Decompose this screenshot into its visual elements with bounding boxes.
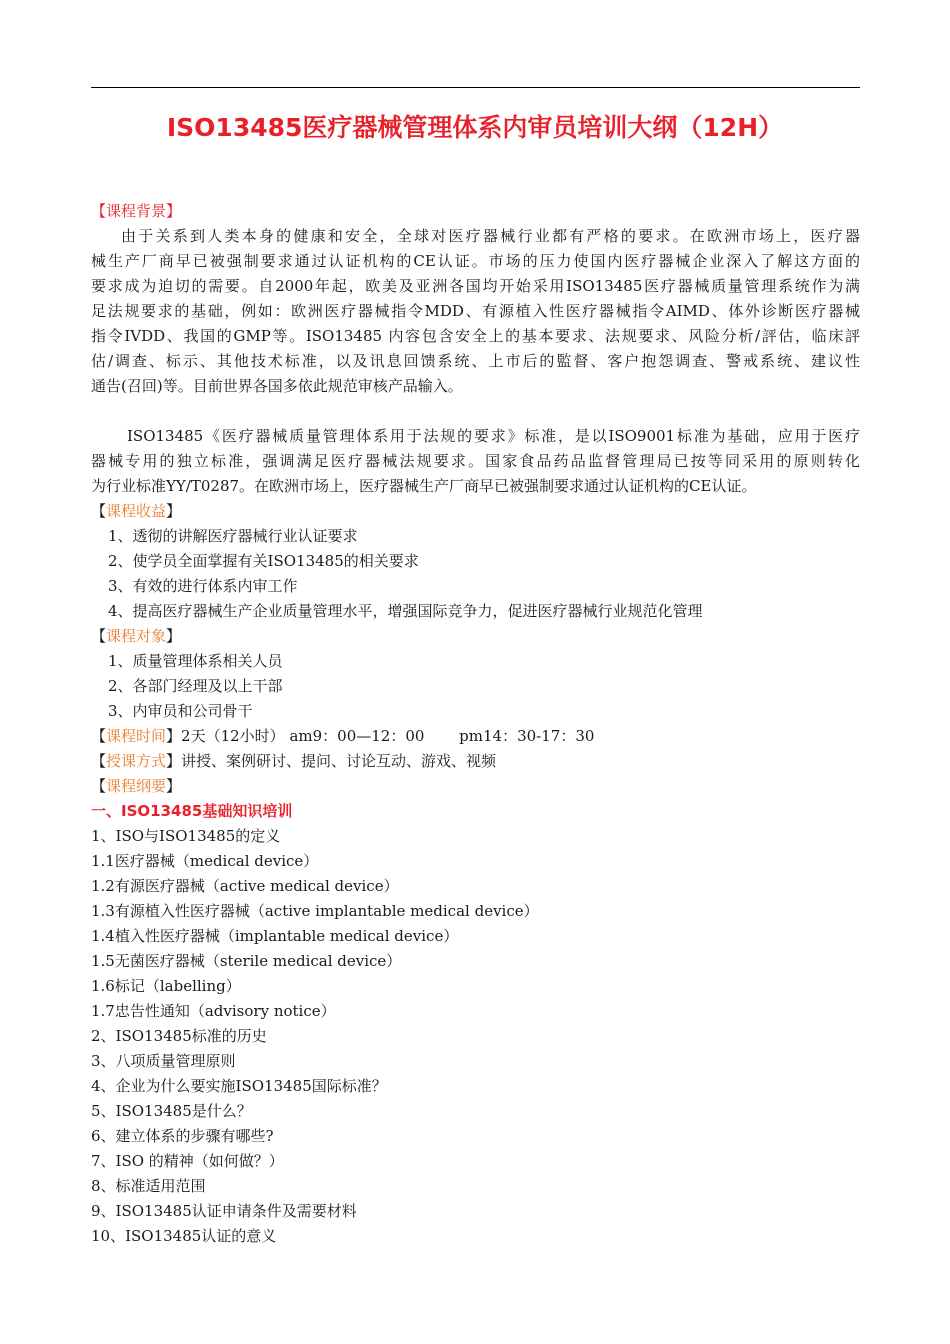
paragraph-line: 要求成为迫切的需要。自2000年起，欧美及亚洲各国均开始采用ISO13485医疗器械质量管理系统作为满 xyxy=(91,277,860,295)
paragraph-line: 为行业标准YY/T0287。在欧洲市场上，医疗器械生产厂商早已被强制要求通过认证机构的CE认证。 xyxy=(91,477,757,495)
section-heading-outline: 【课程纲要】 xyxy=(91,777,182,795)
list-item: 2、各部门经理及以上干部 xyxy=(108,677,283,695)
list-item: 3、有效的进行体系内审工作 xyxy=(108,577,298,595)
list-item: 1、质量管理体系相关人员 xyxy=(108,652,283,670)
outline-item: 1.2有源医疗器械（active medical device） xyxy=(91,877,399,895)
outline-item: 6、建立体系的步骤有哪些? xyxy=(91,1127,274,1145)
outline-section-title: 一、ISO13485基础知识培训 xyxy=(91,802,293,820)
paragraph-line: 由于关系到人类本身的健康和安全，全球对医疗器械行业都有严格的要求。在欧洲市场上，医疗器 xyxy=(121,227,860,245)
outline-item: 4、企业为什么要实施ISO13485国际标准？ xyxy=(91,1077,387,1095)
section-heading-benefits: 【课程收益】 xyxy=(91,502,182,520)
document-body xyxy=(91,199,860,1249)
list-item: 2、使学员全面掌握有关ISO13485的相关要求 xyxy=(108,552,419,570)
outline-item: 1.1医疗器械（medical device） xyxy=(91,852,319,870)
outline-item: 1、ISO与ISO13485的定义 xyxy=(91,827,281,845)
paragraph-line: ISO13485《医疗器械质量管理体系用于法规的要求》标准，是以ISO9001标准为基础，应用于医疗 xyxy=(127,427,860,445)
outline-item: 1.7忠告性通知（advisory notice） xyxy=(91,1002,336,1020)
outline-item: 1.5无菌医疗器械（sterile medical device） xyxy=(91,952,402,970)
paragraph-line: 指令IVDD、我国的GMP等。ISO13485 内容包含安全上的基本要求、法规要求、风险分析/評估，临床評 xyxy=(91,327,860,345)
list-item: 4、提高医疗器械生产企业质量管理水平，增强国际竞争力，促进医疗器械行业规范化管理 xyxy=(108,602,703,620)
outline-item: 2、ISO13485标准的历史 xyxy=(91,1027,267,1045)
outline-item: 10、ISO13485认证的意义 xyxy=(91,1227,277,1245)
teaching-method-value: 讲授、案例研讨、提问、讨论互动、游戏、视频 xyxy=(181,752,497,770)
outline-item: 1.6标记（labelling） xyxy=(91,977,241,995)
outline-item: 3、八项质量管理原则 xyxy=(91,1052,236,1070)
header-rule xyxy=(91,87,860,88)
outline-item: 5、ISO13485是什么？ xyxy=(91,1102,252,1120)
section-heading-method: 授课方式 xyxy=(106,752,167,770)
section-heading-background: 【课程背景】 xyxy=(91,202,182,220)
outline-item: 1.3有源植入性医疗器械（active implantable medical device） xyxy=(91,902,539,920)
outline-item: 8、标准适用范围 xyxy=(91,1177,206,1195)
course-time-value: 2天（12小时） am9：00—12：00 pm14：30-17：30 xyxy=(181,727,595,745)
list-item: 3、内审员和公司骨干 xyxy=(108,702,253,720)
outline-item: 9、ISO13485认证申请条件及需要材料 xyxy=(91,1202,357,1220)
paragraph-line: 器械专用的独立标准，强调满足医疗器械法规要求。国家食品药品监督管理局已按等同采用的原则转化 xyxy=(91,452,860,470)
list-item: 1、透彻的讲解医疗器械行业认证要求 xyxy=(108,527,358,545)
page-title: ISO13485医疗器械管理体系内审员培训大纲（12H） xyxy=(166,113,784,142)
paragraph-line: 足法规要求的基础，例如：欧洲医疗器械指令MDD、有源植入性医疗器械指令AIMD、体外诊断医疗器械 xyxy=(91,302,860,320)
teaching-method-row: 【授课方式】讲授、案例研讨、提问、讨论互动、游戏、视频 xyxy=(91,752,497,770)
paragraph-line: 通告(召回)等。目前世界各国多依此规范审核产品输入。 xyxy=(91,377,463,395)
paragraph-line: 估/调查、标示、其他技术标准，以及讯息回馈系统、上市后的監督、客户抱怨调查、警戒系统、建议性 xyxy=(91,352,860,370)
paragraph-line: 械生产厂商早已被强制要求通过认证机构的CE认证。市场的压力使国内医疗器械企业深入了解这方面的 xyxy=(91,252,860,270)
section-heading-audience: 【课程对象】 xyxy=(91,627,182,645)
outline-item: 7、ISO 的精神（如何做？） xyxy=(91,1152,284,1170)
course-time-row: 【课程时间】2天（12小时） am9：00—12：00 pm14：30-17：30 xyxy=(91,727,595,745)
outline-item: 1.4植入性医疗器械（implantable medical device） xyxy=(91,927,459,945)
section-heading-time: 课程时间 xyxy=(106,727,167,745)
